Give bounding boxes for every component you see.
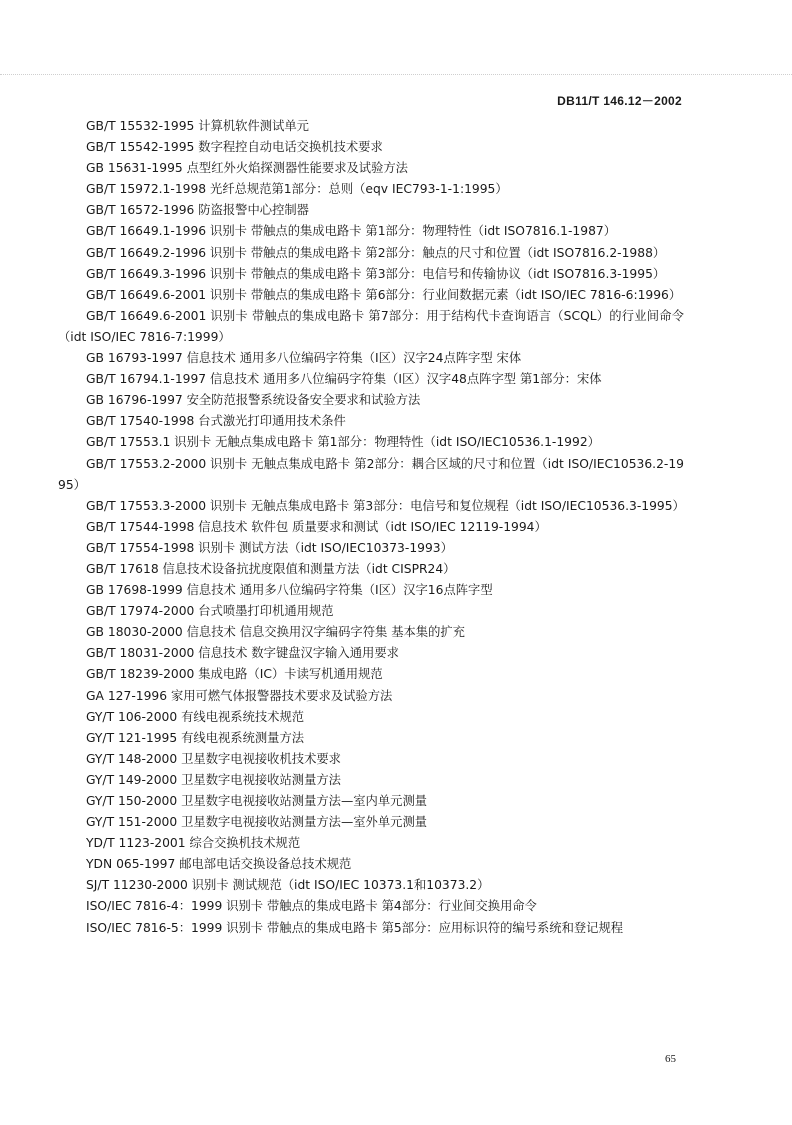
reference-item: GY/T 106-2000 有线电视系统技术规范 — [86, 709, 305, 724]
reference-item: GB/T 17553.3-2000 识别卡 无触点集成电路卡 第3部分：电信号和复位规程（idt ISO/IEC10536.3-1995） — [86, 498, 685, 513]
header-rule — [0, 74, 792, 75]
reference-item: ISO/IEC 7816-5：1999 识别卡 带触点的集成电路卡 第5部分：应用标识符的编号系统和登记规程 — [86, 920, 624, 935]
reference-item: GB/T 16649.1-1996 识别卡 带触点的集成电路卡 第1部分：物理特性（idt ISO7816.1-1987） — [86, 224, 617, 239]
reference-item: GB/T 17544-1998 信息技术 软件包 质量要求和测试（idt ISO/IEC 12119-1994） — [86, 519, 547, 534]
reference-item: GB/T 17974-2000 台式喷墨打印机通用规范 — [86, 604, 334, 619]
reference-item: GB/T 16649.6-2001 识别卡 带触点的集成电路卡 第7部分：用于结构代卡查询语言（SCQL）的行业间命令（idt ISO/IEC 7816-7:1999） — [58, 308, 684, 344]
reference-item: GB/T 17553.1 识别卡 无触点集成电路卡 第1部分：物理特性（idt ISO/IEC10536.1-1992） — [86, 435, 600, 450]
reference-item: GY/T 149-2000 卫星数字电视接收站测量方法 — [86, 772, 341, 787]
reference-item: GY/T 150-2000 卫星数字电视接收站测量方法—室内单元测量 — [86, 794, 428, 808]
reference-item: GB 16793-1997 信息技术 通用多八位编码字符集（I区）汉字24点阵字型 宋体 — [86, 351, 522, 366]
reference-item: GB/T 17554-1998 识别卡 测试方法（idt ISO/IEC10373-1993） — [86, 540, 453, 555]
reference-item: GB/T 17553.2-2000 识别卡 无触点集成电路卡 第2部分：耦合区域的尺寸和位置（idt ISO/IEC10536.2-1995） — [58, 456, 684, 492]
reference-item: GA 127-1996 家用可燃气体报警器技术要求及试验方法 — [86, 688, 393, 703]
reference-item: GB/T 17618 信息技术设备抗扰度限值和测量方法（idt CISPR24） — [86, 561, 456, 576]
reference-item: GB/T 16649.2-1996 识别卡 带触点的集成电路卡 第2部分：触点的尺寸和位置（idt ISO7816.2-1988） — [86, 245, 666, 260]
reference-item: GY/T 151-2000 卫星数字电视接收站测量方法—室外单元测量 — [86, 815, 428, 830]
page-number: 65 — [665, 1053, 676, 1065]
reference-item: YDN 065-1997 邮电部电话交换设备总技术规范 — [86, 857, 352, 872]
reference-item: GB/T 15532-1995 计算机软件测试单元 — [86, 119, 309, 133]
reference-item: GB 18030-2000 信息技术 信息交换用汉字编码字符集 基本集的扩充 — [86, 625, 465, 640]
reference-item: SJ/T 11230-2000 识别卡 测试规范（idt ISO/IEC 10373.1和10373.2） — [86, 878, 490, 893]
reference-item: GB/T 16572-1996 防盗报警中心控制器 — [86, 203, 309, 218]
standard-code-header: DB11/T 146.12－2002 — [557, 94, 682, 108]
reference-item: GB 17698-1999 信息技术 通用多八位编码字符集（I区）汉字16点阵字型 — [86, 583, 493, 598]
reference-item: GB/T 15542-1995 数字程控自动电话交换机技术要求 — [86, 140, 383, 155]
reference-item: GB/T 16649.3-1996 识别卡 带触点的集成电路卡 第3部分：电信号和传输协议（idt ISO7816.3-1995） — [86, 266, 666, 281]
reference-item: GB/T 15972.1-1998 光纤总规范第1部分：总则（eqv IEC793-1-1:1995） — [86, 182, 508, 197]
reference-item: GB/T 16649.6-2001 识别卡 带触点的集成电路卡 第6部分：行业间数据元素（idt ISO/IEC 7816-6:1996） — [86, 287, 682, 302]
reference-item: GB/T 17540-1998 台式激光打印通用技术条件 — [86, 414, 346, 429]
reference-item: GY/T 121-1995 有线电视系统测量方法 — [86, 730, 305, 745]
reference-item: ISO/IEC 7816-4：1999 识别卡 带触点的集成电路卡 第4部分：行业间交换用命令 — [86, 899, 537, 914]
reference-item: GY/T 148-2000 卫星数字电视接收机技术要求 — [86, 751, 341, 766]
reference-item: YD/T 1123-2001 综合交换机技术规范 — [86, 836, 301, 851]
normative-references-list — [58, 116, 684, 939]
reference-item: GB/T 18031-2000 信息技术 数字键盘汉字输入通用要求 — [86, 646, 399, 661]
reference-item: GB/T 18239-2000 集成电路（IC）卡读写机通用规范 — [86, 667, 383, 682]
reference-item: GB 16796-1997 安全防范报警系统设备安全要求和试验方法 — [86, 393, 421, 408]
reference-item: GB 15631-1995 点型红外火焰探测器性能要求及试验方法 — [86, 161, 408, 176]
reference-item: GB/T 16794.1-1997 信息技术 通用多八位编码字符集（I区）汉字48点阵字型 第1部分：宋体 — [86, 372, 602, 387]
